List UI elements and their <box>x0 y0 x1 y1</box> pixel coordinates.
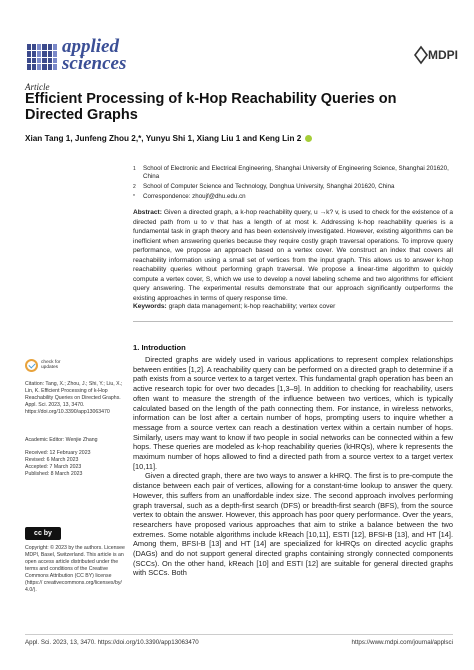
footer-journal-link[interactable]: https://www.mdpi.com/journal/applsci <box>351 639 453 646</box>
affiliation-2 <box>133 183 453 191</box>
citation-block: Citation: Tang, X.; Zhou, J.; Shi, Y.; Liu, X.; Lin, K. Efficient Processing of k-Hop Reachability Queries on Directed Graphs. Appl. Sci. 2023, 13, 3470. https://doi.org/10.3390/app13063470 <box>25 381 123 415</box>
journal-name-line2: sciences <box>62 53 127 74</box>
academic-editor: Academic Editor: Wenjie Zhang <box>25 437 98 443</box>
published-date: Published: 8 March 2023 <box>25 471 83 477</box>
footer-divider <box>25 634 453 635</box>
affiliations <box>133 165 453 203</box>
cc-license-badge[interactable]: cc by <box>25 527 61 540</box>
correspondence <box>133 193 453 201</box>
affiliation-text: School of Electronic and Electrical Engineering, Shanghai University of Engineering Science, Shanghai 201620, China <box>143 165 449 180</box>
publisher-name: MDPI <box>428 48 458 62</box>
copyright-block: Copyright: © 2023 by the authors. Licensee MDPI, Basel, Switzerland. This article is an open access article distributed under the terms and conditions of the Creative Commons Attribution (CC BY) license (https:// creativecommons.org/licenses/by/ 4.0/). <box>25 545 125 593</box>
intro-paragraph-2: Given a directed graph, there are two ways to answer a kHRQ. The first is to pre-compute the distance between each pair of vertices, allowing for a constant-time lookup to answer the query. However, this suffers from an unaffordable index size. The second approach involves performing graph traversal, such as a depth-first search (DFS) or breadth-first search (BFS), from the source vertex to obtain the answer. However, this approach has poor query performance. Over the years, researchers have proposed various approaches that aim to strike a balance between the two extremes. Some notable algorithms include kReach [10,11], ESTI [12], BFSI-B [13], and HT [14]. Among them, BFSI-B [13] and HT [14] are specialized for kHRQs on directed acyclic graphs (DAGs) and do not support general directed graphs containing strongly connected components (SCCs). On the other hand, kReach [10] and ESTI [12] are suitable for general directed graphs with SCCs. Both <box>133 471 453 578</box>
journal-name <box>62 38 126 72</box>
accepted-date: Accepted: 7 March 2023 <box>25 464 82 470</box>
intro-body <box>133 355 453 578</box>
check-for-updates-button[interactable] <box>25 357 85 373</box>
revised-date: Revised: 6 March 2023 <box>25 457 79 463</box>
check-updates-icon <box>25 359 38 372</box>
article-type: Article <box>25 82 50 92</box>
intro-paragraph-1: Directed graphs are widely used in various applications to represent complex relationships between entities [1,2]. A reachability query can be performed on a directed graph to determine if a path exists from a source vertex to a target vertex. This fundamental graph operation has been an active research topic for over two decades [1,3–9]. In addition to checking for reachability, users often want to measure the strength of the influence between two vertices, which is typically calculated based on the length of the path connecting them. For instance, in wireless networks, information can be lost after a certain number of hops, prompting users to inquire whether a message from a source vertex can reach a destination vertex within a certain number of hops. Similarly, users may want to know if two people in social networks can be connected within a few hops. These queries are modeled as k-hop reachability queries (kHRQs), where k represents the maximum number of hops allowed to find a directed path from a source vertex to a target vertex [10,11]. <box>133 355 453 471</box>
orcid-icon[interactable] <box>305 135 312 142</box>
affiliation-number: 1 <box>133 166 136 172</box>
keywords <box>133 303 453 310</box>
author-names: Xian Tang 1, Junfeng Zhou 2,*, Yunyu Shi 1, Xiang Liu 1 and Keng Lin 2 <box>25 134 302 143</box>
affiliation-text: School of Computer Science and Technology, Donghua University, Shanghai 201620, China <box>143 183 395 190</box>
mdpi-logo-icon <box>413 44 458 66</box>
abstract <box>133 208 453 303</box>
divider <box>133 321 453 322</box>
keywords-label: Keywords: <box>133 303 167 310</box>
journal-logo-icon <box>27 44 57 70</box>
journal-name-line1: applied <box>62 36 119 57</box>
check-updates-line2: updates <box>41 365 59 370</box>
author-list <box>25 134 312 143</box>
article-title: Efficient Processing of k-Hop Reachability Queries on Directed Graphs <box>25 91 397 123</box>
abstract-label: Abstract: <box>133 209 162 216</box>
abstract-text: Given a directed graph, a k-hop reachability query, u →k? v, is used to check for the existence of a directed path from u to v that has a length of at most k. Addressing k-hop reachability queries is a fundamental task in graph theory and has been extensively investigated. However, existing algorithms can be inefficient when answering queries because they require costly graph traversal operations. To improve query performance, we propose an approach based on a vertex cover. We construct an index that covers all reachability information using a small set of vertices from the input graph. This allows us to answer k-hop reachability queries without performing graph traversal. We propose a linear-time algorithm to quickly compute a vertex cover, S, which we use to develop a novel labeling scheme and two algorithms for efficient query answering. The experimental results demonstrate that our approach significantly outperforms the existing approaches in terms of query response time. <box>133 209 454 302</box>
correspondence-text: Correspondence: zhoujf@dhu.edu.cn <box>143 193 246 200</box>
received-date: Received: 12 February 2023 <box>25 450 91 456</box>
section-heading: 1. Introduction <box>133 343 186 352</box>
affiliation-1 <box>133 165 453 181</box>
footer-citation: Appl. Sci. 2023, 13, 3470. https://doi.org/10.3390/app13063470 <box>25 639 199 646</box>
check-updates-line1: check for <box>41 359 61 365</box>
keywords-text: graph data management; k-hop reachability; vertex cover <box>168 303 336 310</box>
affiliation-number: 2 <box>133 184 136 190</box>
affiliation-number: * <box>133 194 135 200</box>
dates-block <box>25 450 125 478</box>
